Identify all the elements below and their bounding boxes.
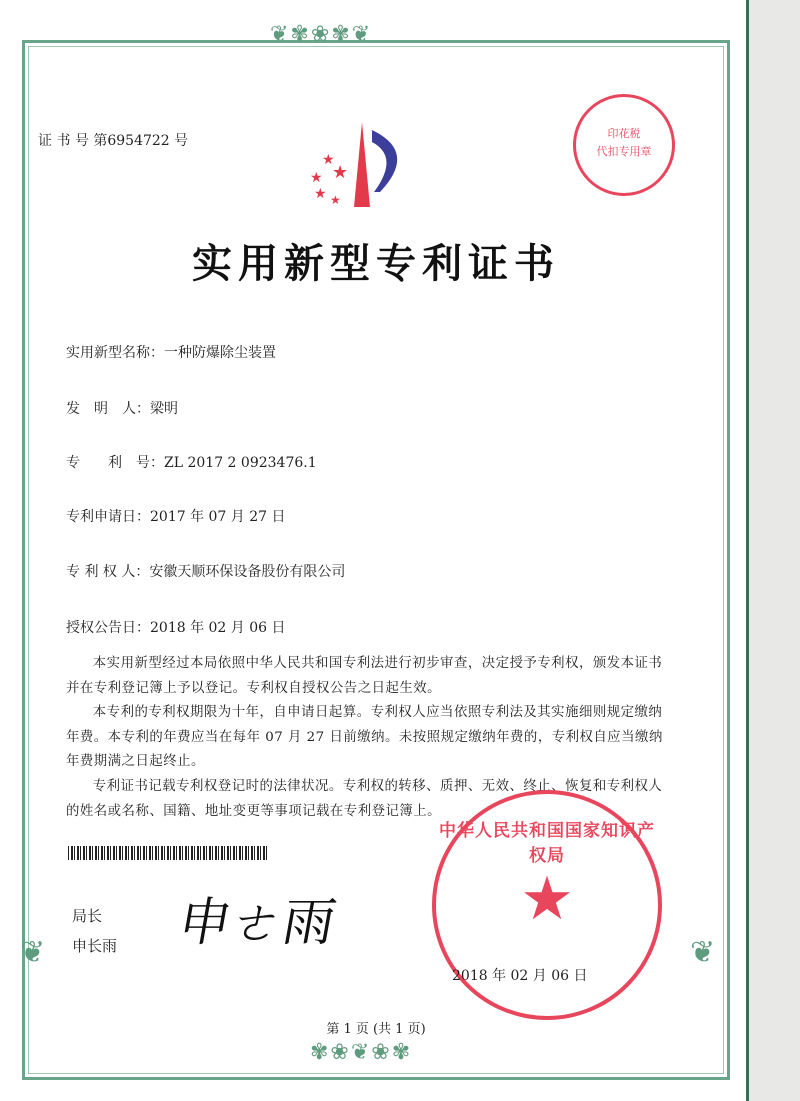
svg-text:★: ★ bbox=[330, 193, 341, 207]
bottom-left-ornament: ❦ bbox=[20, 935, 48, 970]
field-row: 专 利 权 人：安徽天顺环保设备股份有限公司 bbox=[66, 564, 346, 580]
field-row: 实用新型名称：一种防爆除尘装置 bbox=[66, 345, 276, 361]
svg-text:★: ★ bbox=[310, 170, 323, 186]
tax-stamp: 印花税 代扣专用章 bbox=[573, 94, 675, 196]
office-seal: 中华人民共和国国家知识产权局 ★ bbox=[432, 790, 662, 1020]
page-edge bbox=[746, 0, 800, 1101]
field-row: 发 明 人：梁明 bbox=[66, 401, 178, 417]
page-footer: 第 1 页 (共 1 页) bbox=[326, 1022, 426, 1037]
issue-date: 2018 年 02 月 06 日 bbox=[452, 968, 588, 984]
paragraph: 专利证书记载专利权登记时的法律状况。专利权的转移、质押、无效、终止、恢复和专利权人的姓名或名称、国籍、地址变更等事项记载在专利登记簿上。 bbox=[66, 779, 663, 819]
patent-office-logo bbox=[300, 112, 420, 212]
field-row: 专 利 号：ZL 2017 2 0923476.1 bbox=[66, 455, 317, 471]
svg-text:★: ★ bbox=[332, 162, 349, 183]
field-row: 授权公告日：2018 年 02 月 06 日 bbox=[66, 620, 286, 636]
page-title: 实用新型专利证书 bbox=[192, 240, 560, 287]
barcode bbox=[68, 846, 268, 860]
top-ornament: ❦✾❀✾❦ bbox=[270, 22, 373, 47]
signatory-role: 局长 bbox=[72, 907, 103, 925]
signature: 申ㄜ雨 bbox=[173, 893, 341, 953]
signatory-name: 申长雨 bbox=[72, 937, 118, 955]
bottom-ornament: ✾❀❦❀✾ bbox=[310, 1040, 413, 1065]
paragraph: 本实用新型经过本局依照中华人民共和国专利法进行初步审查，决定授予专利权，颁发本证书并在专利登记簿上予以登记。专利权自授权公告之日起生效。 bbox=[66, 656, 663, 696]
certificate-number: 证 书 号 第6954722 号 bbox=[38, 133, 189, 149]
svg-text:★: ★ bbox=[322, 152, 335, 168]
bottom-right-ornament: ❦ bbox=[690, 935, 718, 970]
svg-text:★: ★ bbox=[314, 186, 327, 202]
paragraph: 本专利的专利权期限为十年，自申请日起算。专利权人应当依照专利法及其实施细则规定缴纳年费。本专利的年费应当在每年 07 月 27 日前缴纳。未按照规定缴纳年费的，专利权自应当缴纳年费期满之日起终止。 bbox=[66, 705, 663, 769]
field-row: 专利申请日：2017 年 07 月 27 日 bbox=[66, 509, 286, 525]
